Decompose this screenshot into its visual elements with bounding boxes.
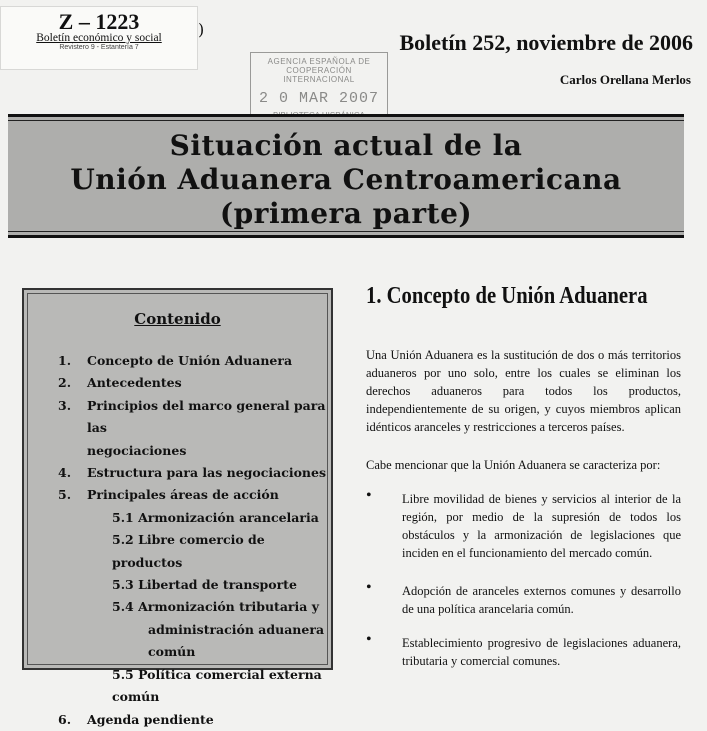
catalog-publication: Boletín económico y social	[36, 32, 162, 44]
catalog-stamp	[0, 6, 198, 70]
author-name: Carlos Orellana Merlos	[559, 72, 691, 87]
toc-subentry-continuation: administración aduanera común	[148, 621, 325, 660]
catalog-location: Revistero 9 - Estantería 7	[59, 44, 139, 51]
bullet-item: • Establecimiento progresivo de legislaciones aduanera, tributaria y comercial comunes.	[366, 631, 681, 668]
stamp-date: 2 0 MAR 2007	[258, 90, 380, 107]
bullet-icon: •	[366, 579, 372, 596]
toc-subentry: 5.5 Política comercial externa común	[112, 666, 322, 705]
bullet-item: • Adopción de aranceles externos comunes y desarrollo de una política arancelaria común.	[366, 579, 681, 616]
title-line-3: (primera parte)	[219, 197, 473, 230]
toc-entry: 1. Concepto de Unión Aduanera	[58, 353, 293, 368]
toc-entry: 6. Agenda pendiente	[58, 711, 214, 727]
bullet-icon: •	[366, 487, 372, 504]
definition-paragraph: Una Unión Aduanera es la sustitución de dos o más territorios aduaneros por uno solo, entre los cuales se eliminan los derechos aduaneros para todos los productos, independientemente de su origen, y cuyos miembros aplican idénticos aranceles y restricciones a terceros países.	[366, 348, 681, 434]
bullet-item: • Libre movilidad de bienes y servicios al interior de la región, por medio de la supresión de todos los obstáculos y la armonización de legislaciones que inciden en el funcionamiento del mercado común.	[366, 487, 681, 560]
toc-entry: 3. Principios del marco general para las	[58, 397, 326, 436]
table-of-contents	[22, 288, 333, 727]
stamp-agency-line2: COOPERACIÓN INTERNACIONAL	[283, 66, 355, 84]
toc-subentry: 5.1 Armonización arancelaria	[112, 509, 319, 525]
bulletin-issue: Boletín 252, noviembre de 2006	[399, 30, 693, 55]
intro-paragraph: Cabe mencionar que la Unión Aduanera se caracteriza por:	[366, 458, 661, 472]
title-line-2: Unión Aduanera Centroamericana	[70, 163, 622, 196]
toc-subentry: 5.4 Armonización tributaria y	[112, 599, 319, 615]
toc-subentry: 5.3 Libertad de transporte	[112, 577, 297, 593]
toc-entry: 5. Principales áreas de acción	[58, 487, 279, 503]
section-heading: 1. Concepto de Unión Aduanera	[366, 283, 648, 309]
stray-parenthesis: )	[198, 20, 205, 39]
toc-subentry: 5.2 Libre comercio de productos	[112, 532, 265, 570]
toc-entry: 4. Estructura para las negociaciones	[58, 465, 326, 481]
toc-entry-continuation: negociaciones	[87, 442, 187, 458]
bullet-icon: •	[366, 631, 372, 648]
article-title-banner	[8, 114, 684, 238]
toc-heading: Contenido	[134, 310, 221, 328]
catalog-code: Z – 1223	[58, 9, 140, 34]
stamp-agency-line1: AGENCIA ESPAÑOLA DE	[267, 57, 371, 66]
toc-entry: 2. Antecedentes	[58, 375, 182, 391]
title-line-1: Situación actual de la	[169, 129, 523, 162]
